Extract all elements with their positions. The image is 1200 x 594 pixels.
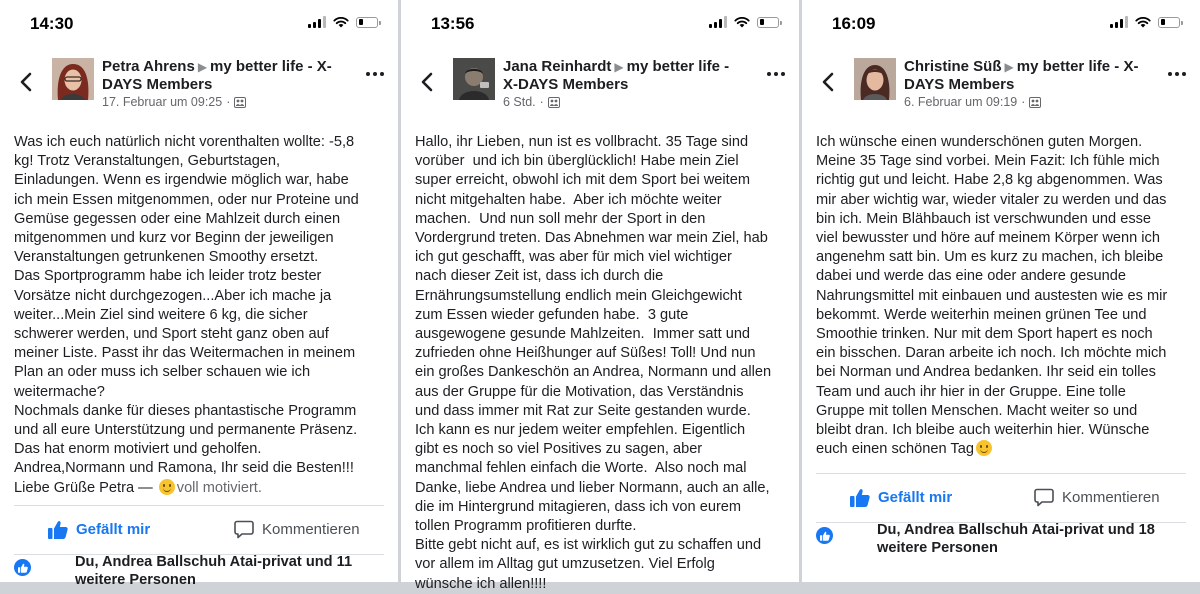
- status-time: 16:09: [832, 14, 876, 33]
- post-panel-2: [401, 0, 799, 592]
- status-icons: [1110, 16, 1180, 28]
- wifi-icon: [734, 16, 750, 28]
- thumbs-up-icon: [850, 488, 870, 507]
- status-bar: [401, 0, 799, 48]
- signal-icon: [308, 16, 326, 28]
- battery-icon: [1158, 17, 1180, 28]
- reaction-text: Du, Andrea Ballschuh Atai-privat und 18 weitere Personen: [877, 522, 1155, 556]
- comment-button[interactable]: [1034, 488, 1160, 507]
- status-time: 13:56: [431, 14, 475, 33]
- status-icons: [709, 16, 779, 28]
- signal-icon: [709, 16, 727, 28]
- post-timestamp[interactable]: 17. Februar um 09:25: [102, 95, 223, 109]
- like-label: Gefällt mir: [76, 521, 151, 538]
- group-name[interactable]: my better life - X-DAYS Members: [503, 58, 730, 93]
- post-timestamp[interactable]: 6 Std.: [503, 95, 536, 109]
- like-reaction-icon: [816, 527, 833, 544]
- back-chevron-icon[interactable]: [415, 68, 439, 96]
- like-button[interactable]: [850, 488, 952, 507]
- share-arrow-icon: ▶: [197, 60, 208, 74]
- battery-icon: [757, 17, 779, 28]
- feeling-label: voll motiviert.: [176, 479, 262, 496]
- comment-button[interactable]: [234, 520, 360, 539]
- author-name[interactable]: Christine Süß: [904, 58, 1002, 75]
- reaction-summary[interactable]: [816, 521, 1190, 557]
- share-arrow-icon: ▶: [1004, 60, 1014, 74]
- group-name[interactable]: my better life - X-DAYS Members: [904, 58, 1139, 93]
- like-button[interactable]: [48, 520, 150, 539]
- more-dots-icon[interactable]: [366, 72, 384, 76]
- comment-bubble-icon: [234, 520, 254, 539]
- more-dots-icon[interactable]: [1168, 72, 1186, 76]
- share-arrow-icon: ▶: [614, 60, 624, 74]
- comment-label: Kommentieren: [1062, 489, 1160, 506]
- like-reaction-icon: [14, 559, 31, 576]
- status-bar: [0, 0, 398, 48]
- group-members-icon: [234, 97, 246, 108]
- back-chevron-icon[interactable]: [816, 68, 840, 96]
- reaction-text: Du, Andrea Ballschuh Atai-privat und 11 weitere Personen: [75, 554, 353, 588]
- signal-icon: [1110, 16, 1128, 28]
- post-actions: [14, 505, 384, 555]
- author-block: Christine Süß ▶ my better life - X-DAYS Members 6. Februar um 09:19 ·: [904, 58, 1139, 109]
- status-time: 14:30: [30, 14, 74, 33]
- group-members-icon: [548, 97, 560, 108]
- post-timestamp[interactable]: 6. Februar um 09:19: [904, 95, 1018, 109]
- post-actions: [816, 473, 1186, 523]
- smiley-emoji-icon: [976, 440, 992, 456]
- battery-icon: [356, 17, 378, 28]
- avatar[interactable]: [453, 58, 495, 100]
- status-bar: [802, 0, 1200, 48]
- more-dots-icon[interactable]: [767, 72, 785, 76]
- post-text: Hallo, ihr Lieben, nun ist es vollbracht. 35 Tage sind vorüber und ich bin überglücklich! Habe mein Ziel super erreicht, obwohl ich mit dem Sport bei weitem nicht mitgehalten habe. Aber ich möchte weiter machen. Und nun soll mehr der Sport in den Vordergrund treten. Das Abnehmen war mein Ziel, hab ich gut geschafft, was aber für mich viel wichtiger nach dieser Zeit ist, dass ich durch die Ernährungsumstellung endlich mein Gleichgewicht zum Essen wieder gefunden habe. 3 gute ausgewogene gesunde Mahlzeiten. Immer satt und zufrieden ohne Heißhunger auf Süßes! Toll! Und nun ein großes Dankeschön an Andrea, Normann und allen aus der Gruppe für die Motivation, das Verständnis und dass immer mit Rat zur Seite gestanden wurde. Ich kann es nur jedem weiter empfehlen. Eigentlich gibt es noch so viel Positives zu sagen, aber manchmal fehlen einfach die Worte. Also noch mal Danke, liebe Andrea und lieber Normann, auch an alle, die im Hintergrund mitagieren, dass ich von eurem tollen Programm profitieren durfte. Bitte gebt nicht auf, es ist wirklich gut zu schaffen und vor allem im Alltag gut umzusetzen. Viel Erfolg wünsche ich allen!!!!: [415, 134, 772, 592]
- like-label: Gefällt mir: [878, 489, 953, 506]
- back-chevron-icon[interactable]: [14, 68, 38, 96]
- post-text: Ich wünsche einen wunderschönen guten Morgen. Meine 35 Tage sind vorbei. Mein Fazit: Ich fühle mich richtig gut und leicht. Habe 2,8 kg abgenommen. Was mir aber wichtig war, wieder vitaler zu werden und das bin ich. Mein Blähbauch ist verschwunden und esse viel bewusster und höre auf meinem Körper wenn ich angenehm satt bin. Um es kurz zu machen, ich bleibe dabei und werde das eine oder andere gesunde Nahrungsmittel mit einbauen und austesten wie es mir bekommt. Werde weiterhin meinen grünen Tee und Smoothie trinken. Nur mit dem Sport hapert es noch ein bisschen. Daran arbeite ich noch. Ich möchte mich bei Norman und Andrea bedanken. Ihr seid ein tolles Team und auch ihr hier in der Gruppe. Eine tolle Gruppe mit tollen Menschen. Macht weiter so und bleibt dran. Ich bleibe auch weiterhin hier. Wünsche euch einen schönen Tag: [816, 134, 1168, 458]
- smiley-emoji-icon: [159, 479, 175, 495]
- reaction-summary[interactable]: [14, 553, 388, 589]
- comment-label: Kommentieren: [262, 521, 360, 538]
- group-members-icon: [1029, 97, 1041, 108]
- post-panel-1: [0, 0, 398, 588]
- wifi-icon: [1135, 16, 1151, 28]
- wifi-icon: [333, 16, 349, 28]
- post-header: [0, 48, 398, 118]
- group-name[interactable]: my better life - X-DAYS Members: [102, 58, 332, 93]
- author-name[interactable]: Jana Reinhardt: [503, 58, 612, 75]
- author-block: Petra Ahrens ▶ my better life - X-DAYS Members 17. Februar um 09:25 ·: [102, 58, 332, 109]
- post-header: [802, 48, 1200, 118]
- comment-bubble-icon: [1034, 488, 1054, 507]
- post-header: [401, 48, 799, 118]
- author-block: Jana Reinhardt ▶ my better life - X-DAYS Members 6 Std. ·: [503, 58, 730, 109]
- post-text: Was ich euch natürlich nicht vorenthalten wollte: -5,8 kg! Trotz Veranstaltungen, Geburtstagen, Einladungen. Wenn es irgendwie möglich war, habe ich mein Essen mitgenommen, oder nur Proteine und Gemüse gegessen oder eine Mahlzeit durch einen mitgenommen und kurz vor Beginn der jeweiligen Veranstaltungen getrunkenen Smoothy ersetzt. Das Sportprogramm habe ich leider trotz bester Vorsätze nicht durchgezogen...Aber ich mache ja weiter...Mein Ziel sind weitere 6 kg, die sicher schwerer werden, und Sport steht ganz oben auf meiner Liste. Passt ihr das Weitermachen in meinem Plan an oder muss ich selber schauen wie ich weitermache? Nochmals danke für dieses phantastische Programm und all eure Unterstützung und permanente Präsenz. Das hat enorm motiviert und geholfen. Andrea,Normann und Ramona, Ihr seid die Besten!!! Liebe Grüße Petra — voll motiviert.: [14, 134, 359, 496]
- thumbs-up-icon: [48, 520, 68, 539]
- post-panel-3: [802, 0, 1200, 582]
- author-name[interactable]: Petra Ahrens: [102, 58, 195, 75]
- avatar[interactable]: [52, 58, 94, 100]
- status-icons: [308, 16, 378, 28]
- avatar[interactable]: [854, 58, 896, 100]
